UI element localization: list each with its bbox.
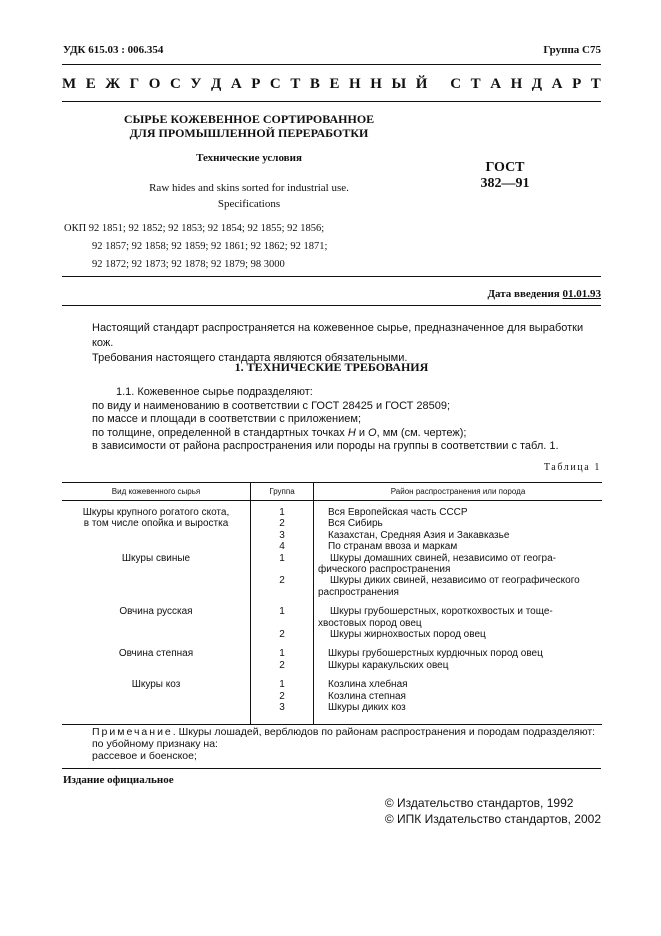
group-code: Группа С75	[543, 44, 601, 56]
footer-rule	[62, 768, 601, 769]
heading-letter: Н	[370, 76, 382, 92]
tech-conditions: Технические условия	[196, 152, 302, 164]
intro-date: Дата введения 01.01.93	[487, 288, 601, 300]
heading-letter: С	[269, 76, 281, 92]
intro-paragraph: Настоящий стандарт распространяется на кожевенное сырье, предназначенное для выработки кож. Требования настоящего стандарта являются обязательными.	[92, 322, 584, 364]
heading-letter: Н	[510, 76, 523, 92]
col-header-region: Район распространения или порода	[314, 483, 603, 501]
heading-letter: Н	[349, 76, 361, 92]
heading-letter: А	[490, 76, 502, 92]
heading-letter: В	[309, 76, 320, 92]
heading-rule	[62, 101, 601, 102]
official-edition: Издание официальное	[63, 774, 174, 786]
heading-letter: Е	[85, 76, 96, 92]
heading-letter: Й	[415, 76, 428, 92]
heading-letter: А	[230, 76, 242, 92]
table-row: Шкуры коз 1 2 3 Козлина хлебная Козлина степная Шкуры диких коз	[62, 671, 602, 724]
udk-code: УДК 615.03 : 006.354	[63, 44, 164, 56]
heading-letter: М	[62, 76, 77, 92]
table-header-row	[62, 483, 602, 501]
heading-letter: Т	[470, 76, 481, 92]
groups-table	[62, 482, 602, 725]
heading-letter: Д	[210, 76, 222, 92]
heading-letter: А	[551, 76, 563, 92]
heading-letter: О	[148, 76, 161, 92]
copyright: © Издательство стандартов, 1992 © ИПК Издательство стандартов, 2002	[384, 796, 601, 826]
okp-codes: ОКП 92 1851; 92 1852; 92 1853; 92 1854; 92 1855; 92 1856; 92 1857; 92 1858; 92 1859; 92 1861; 92 1862; 92 1871; 92 1872; 92 1873; 92 1878; 92 1879; 98 3000	[64, 223, 328, 270]
col-header-kind: Вид кожевенного сырья	[62, 483, 251, 501]
heading-letter: Р	[251, 76, 261, 92]
heading-letter: С	[169, 76, 181, 92]
heading-letter: Р	[572, 76, 582, 92]
section-paragraph: 1.1. Кожевенное сырье подразделяют: по виду и наименованию в соответствии с ГОСТ 28425 и ГОСТ 28509; по массе и площади в соответствии с приложением; по толщине, определенной в стандартных точках Н и О, мм (см. чертеж); в зависимости от района распространения или породы на группы в соответствии с табл. 1.	[92, 386, 559, 452]
document-title: СЫРЬЕ КОЖЕВЕННОЕ СОРТИРОВАННОЕ ДЛЯ ПРОМЫШЛЕННОЙ ПЕРЕРАБОТКИ	[123, 112, 375, 140]
heading-letter: Ж	[105, 76, 121, 92]
table-row: Овчина степная 1 2 Шкуры грубошерстных курдючных пород овец Шкуры каракульских овец	[62, 640, 602, 671]
table-row: Шкуры свиные 1 2 Шкуры домашних свиней, независимо от геогра- фического распространения Шкуры диких свиней, независимо от географического распространения	[121, 552, 580, 598]
top-rule	[62, 64, 601, 65]
english-title: Raw hides and skins sorted for industrial use. Specifications	[149, 182, 349, 210]
table-row: Шкуры крупного рогатого скота, в том числе опойка и выростка 1 2 3 4 Вся Европейская часть СССР Вся Сибирь Казахстан, Средняя Азия и Закавказье По странам ввоза и маркам	[62, 501, 602, 553]
heading-letter: Т	[590, 76, 601, 92]
heading-letter: Д	[531, 76, 543, 92]
okp-rule	[62, 276, 601, 277]
date-rule	[62, 305, 601, 306]
table-note: Примечание. Шкуры лошадей, верблюдов по районам распространения и породам подразделяют: по убойному признаку на: рассевое и боенское;	[92, 726, 596, 762]
heading-letter: У	[190, 76, 202, 92]
heading-letter: Ы	[391, 76, 407, 92]
heading-letter: Т	[290, 76, 301, 92]
heading-letter: Г	[129, 76, 140, 92]
table-row: Овчина русская 1 2 Шкуры грубошерстных, короткохвостых и тоще- хвостовых пород овец Шкуры жирнохвостых пород овец	[62, 598, 602, 640]
gost-designation: ГОСТ 382—91	[480, 160, 530, 191]
interstate-standard-heading	[62, 76, 601, 93]
section-title: 1. ТЕХНИЧЕСКИЕ ТРЕБОВАНИЯ	[234, 360, 429, 374]
heading-letter: С	[450, 76, 462, 92]
col-header-group: Группа	[251, 483, 314, 501]
table-label: Таблица 1	[543, 462, 601, 473]
heading-letter: Е	[329, 76, 340, 92]
heading-letter	[437, 76, 441, 93]
